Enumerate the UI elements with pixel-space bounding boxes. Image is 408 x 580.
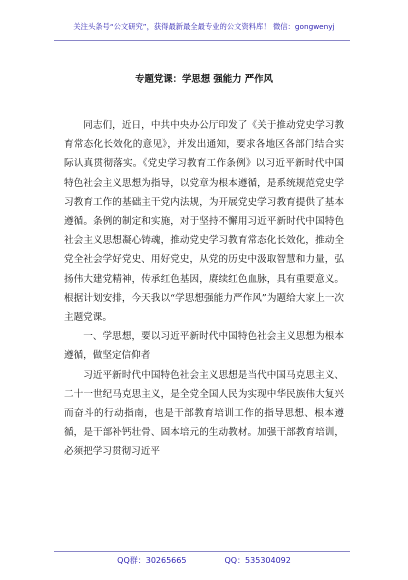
- section-heading: 一、学思想，要以习近平新时代中国特色社会主义思想为根本遵循，做坚定信仰者: [64, 331, 344, 362]
- body-paragraph: 习近平新时代中国特色社会主义思想是当代中国马克思主义、二十一世纪马克思主义，是全党全国人民为实现中华民族伟大复兴而奋斗的行动指南，也是干部教育培训工作的指导思想、根本遵循，是干部补钙壮骨、固本培元的生动教材。加强干部教育培训，必须把学习贯彻习近平: [64, 369, 344, 458]
- page-footer: [0, 555, 408, 566]
- body-paragraph: 同志们，近日，中共中央办公厅印发了《关于推动党史学习教育常态化长效化的意见》，并发出通知，要求各地区各部门结合实际认真贯彻落实。《党史学习教育工作条例》以习近平新时代中国特色社会主义思想为指导，以党章为根本遵循，是系统规范党史学习教育工作的基础主干党内法规，为开展党史学习教育提供了基本遵循。条例的制定和实施，对于坚持不懈用习近平新时代中国特色社会主义思想凝心铸魂，推动党史学习教育常态化长效化，推动全党全社会学好党史、用好党史，从党的历史中汲取智慧和力量，弘扬伟大建党精神，传承红色基因，赓续红色血脉，具有重要意义。根据计划安排，今天我以“学思想强能力严作风”为题给大家上一次主题党课。: [64, 120, 344, 324]
- footer-qq: QQ：535304092: [224, 556, 291, 565]
- page-header: 关注头条号“公文研究”，获得最新最全最专业的公文资料库！ 微信：gongwenyj: [73, 22, 335, 31]
- document-title: 专题党课：学思想 强能力 严作风: [135, 74, 273, 85]
- document-body: [64, 116, 344, 462]
- footer-qq-group: QQ群：30265665: [117, 556, 187, 565]
- header-divider: [54, 40, 350, 41]
- footer-divider: [54, 551, 350, 552]
